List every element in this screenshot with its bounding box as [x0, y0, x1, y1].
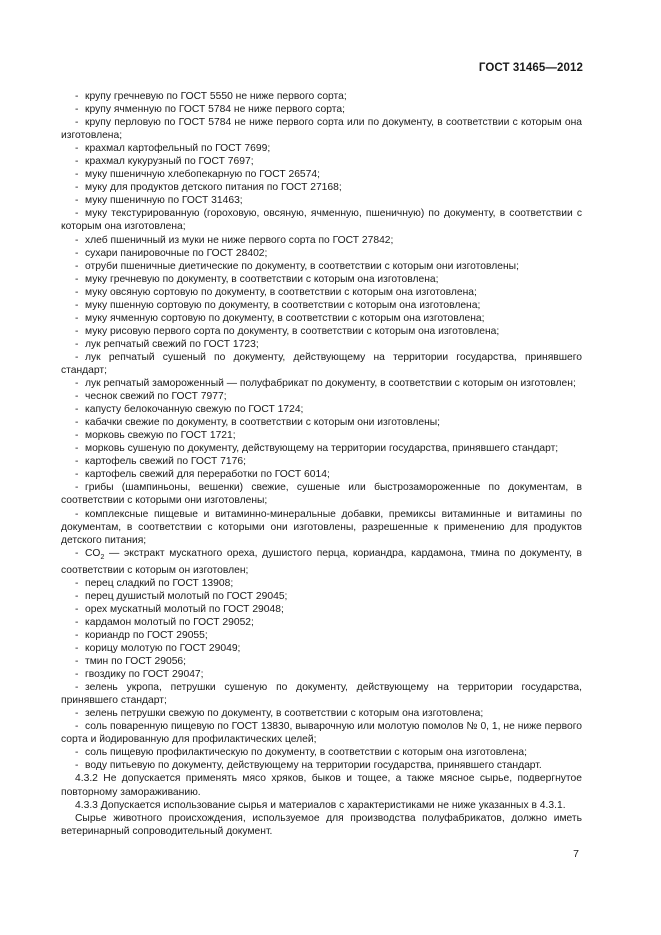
list-item [61, 390, 582, 403]
list-dash: - [75, 208, 79, 220]
list-dash: - [75, 508, 79, 520]
list-dash: - [75, 182, 79, 194]
list-item-text: муку пшеничную по ГОСТ 31463; [85, 195, 243, 207]
list-item [61, 668, 582, 681]
list-item-text: морковь сушеную по документу, действующему на территории государства, принявшего стандарт; [85, 443, 559, 455]
list-dash: - [75, 708, 79, 720]
list-dash: - [75, 195, 79, 207]
list-item [61, 260, 582, 273]
list-dash: - [75, 469, 79, 481]
list-dash: - [75, 117, 79, 129]
list-dash: - [75, 430, 79, 442]
list-item-text: крупу гречневую по ГОСТ 5550 не ниже первого сорта; [85, 91, 347, 102]
list-item [61, 681, 582, 707]
list-item [61, 155, 582, 168]
co2-prefix: CO [85, 547, 101, 559]
list-item [61, 273, 582, 286]
list-item [61, 351, 582, 377]
list-item-text: грибы (шампиньоны, вешенки) свежие, сушеные или быстрозамороженные по документам, в соответствии с которыми они изготовлены; [61, 482, 582, 507]
list-dash: - [75, 234, 79, 246]
list-item [61, 429, 582, 442]
list-item [61, 299, 582, 312]
list-dash: - [75, 656, 79, 668]
list-item [61, 377, 582, 390]
list-dash: - [75, 338, 79, 350]
list-item [61, 247, 582, 260]
list-item [61, 286, 582, 299]
list-item [61, 655, 582, 668]
list-item-text: чеснок свежий по ГОСТ 7977; [85, 391, 227, 403]
list-item-text: комплексные пищевые и витаминно-минеральные добавки, премиксы витаминные и витамины по документам, в соответствии с которыми они изготовлены, разрешенные к применению для продуктов детского питания; [61, 508, 582, 546]
paragraph-veterinary: Сырье животного происхождения, используемое для производства полуфабрикатов, должно иметь ветеринарный сопроводительный документ. [61, 812, 582, 837]
list-item-text: орех мускатный молотый по ГОСТ 29048; [85, 603, 284, 615]
list-item-text: муку ячменную сортовую по документу, в соответствии с которым она изготовлена; [85, 312, 485, 324]
co2-text: — экстракт мускатного ореха, душистого перца, кориандра, кардамона, тмина по документу, в соответствии с которым он изготовлен; [61, 547, 582, 576]
list-item-text: картофель свежий по ГОСТ 7176; [85, 456, 246, 468]
list-item [61, 707, 582, 720]
list-dash: - [75, 260, 79, 272]
list-item-text: крупу перловую по ГОСТ 5784 не ниже первого сорта или по документу, в соответствии с которым она изготовлена; [61, 117, 582, 142]
list-item-text: хлеб пшеничный из муки не ниже первого сорта по ГОСТ 27842; [85, 234, 394, 246]
list-dash: - [75, 156, 79, 168]
list-item [61, 90, 582, 103]
list-item-text: тмин по ГОСТ 29056; [85, 656, 187, 668]
list-item [61, 312, 582, 325]
list-item [61, 181, 582, 194]
list-item-text: лук репчатый свежий по ГОСТ 1723; [85, 338, 259, 350]
list-dash: - [75, 682, 79, 694]
co2-subscript: 2 [100, 553, 105, 561]
list-item-text: муку для продуктов детского питания по ГОСТ 27168; [85, 182, 342, 194]
list-item [61, 194, 582, 207]
list-item [61, 629, 582, 642]
list-item-text: зелень петрушки свежую по документу, в соответствии с которым она изготовлена; [85, 708, 484, 720]
list-dash: - [75, 456, 79, 468]
document-header: ГОСТ 31465—2012 [478, 62, 583, 74]
spices-list [61, 577, 582, 773]
list-item-text: кориандр по ГОСТ 29055; [85, 629, 208, 641]
list-item [61, 468, 582, 481]
list-item-text: лук репчатый сушеный по документу, действующему на территории государства, принявшего стандарт; [61, 351, 582, 376]
list-item-text: морковь свежую по ГОСТ 1721; [85, 430, 236, 442]
list-item-text: отруби пшеничные диетические по документу, в соответствии с которым они изготовлены; [85, 260, 519, 272]
list-item [61, 590, 582, 603]
list-dash: - [75, 760, 79, 772]
co2-extract-item: - $CO_2$ — экстракт мускатного ореха, душистого перца, кориандра, кардамона, тмина по документу, в соответствии с которым он изготовлен; [61, 547, 582, 576]
list-item-text: гвоздику по ГОСТ 29047; [85, 669, 204, 681]
list-item-text: капусту белокочанную свежую по ГОСТ 1724; [85, 404, 304, 416]
paragraph-4-3-2: 4.3.2 Не допускается применять мясо хряков, быков и тощее, а также мясное сырье, подвергнутое повторному замораживанию. [61, 773, 582, 798]
list-item-text: кабачки свежие по документу, в соответствии с которым они изготовлены; [85, 417, 441, 429]
list-item-text: лук репчатый замороженный — полуфабрикат по документу, в соответствии с которым он изготовлен; [85, 378, 576, 390]
list-item-text: соль пищевую профилактическую по документу, в соответствии с которым она изготовлена; [85, 747, 527, 759]
list-item-text: крупу ячменную по ГОСТ 5784 не ниже первого сорта; [85, 104, 345, 116]
list-dash: - [75, 747, 79, 759]
list-item-text: крахмал кукурузный по ГОСТ 7697; [85, 156, 254, 168]
list-dash: - [75, 590, 79, 602]
list-dash: - [75, 443, 79, 455]
list-item-text: соль поваренную пищевую по ГОСТ 13830, выварочную или молотую помолов № 0, 1, не ниже первого сорта и йодированную для профилактических целей; [61, 721, 582, 746]
list-dash: - [75, 577, 79, 589]
list-dash: - [75, 286, 79, 298]
list-item-text: муку текстурированную (гороховую, овсяную, ячменную, пшеничную) по документу, в соответствии с которым она изготовлена; [61, 208, 582, 233]
list-item [61, 481, 582, 507]
list-dash: - [75, 417, 79, 429]
list-dash: - [75, 629, 79, 641]
list-item [61, 746, 582, 759]
list-item [61, 759, 582, 772]
list-item [61, 403, 582, 416]
list-item [61, 720, 582, 746]
list-dash: - [75, 299, 79, 311]
list-item [61, 442, 582, 455]
list-item [61, 168, 582, 181]
list-item [61, 603, 582, 616]
list-item [61, 207, 582, 233]
list-item-text: кардамон молотый по ГОСТ 29052; [85, 616, 254, 628]
list-dash: - [75, 169, 79, 181]
list-item-text: воду питьевую по документу, действующему на территории государства, принявшего стандарт. [85, 760, 542, 772]
list-item [61, 616, 582, 629]
list-item [61, 642, 582, 655]
list-item [61, 338, 582, 351]
list-dash: - [75, 104, 79, 116]
document-body [61, 90, 582, 838]
list-dash: - [75, 616, 79, 628]
list-item-text: муку овсяную сортовую по документу, в соответствии с которым она изготовлена; [85, 286, 477, 298]
list-dash: - [75, 669, 79, 681]
list-dash: - [75, 603, 79, 615]
list-dash: - [75, 391, 79, 403]
page-number: 7 [573, 848, 579, 860]
list-item [61, 455, 582, 468]
list-item [61, 577, 582, 590]
list-dash: - [75, 378, 79, 390]
list-dash: - [75, 247, 79, 259]
list-item-text: муку гречневую по документу, в соответствии с которым она изготовлена; [85, 273, 439, 285]
list-item [61, 142, 582, 155]
list-item-text: картофель свежий для переработки по ГОСТ 6014; [85, 469, 330, 481]
list-dash: - [75, 482, 79, 494]
list-dash: - [75, 143, 79, 155]
list-item-text: крахмал картофельный по ГОСТ 7699; [85, 143, 271, 155]
list-dash: - [75, 91, 79, 102]
list-dash: - [75, 273, 79, 285]
list-dash: - [75, 325, 79, 337]
list-item [61, 508, 582, 547]
list-item [61, 325, 582, 338]
list-item [61, 234, 582, 247]
list-item-text: муку рисовую первого сорта по документу, в соответствии с которым она изготовлена; [85, 325, 500, 337]
list-item-text: сухари панировочные по ГОСТ 28402; [85, 247, 268, 259]
paragraph-4-3-3: 4.3.3 Допускается использование сырья и материалов с характеристиками не ниже указанных в 4.3.1. [75, 799, 566, 811]
list-dash: - [75, 312, 79, 324]
list-item-text: муку пшенную сортовую по документу, в соответствии с которым она изготовлена; [85, 299, 481, 311]
list-dash: - [75, 643, 79, 655]
list-item-text: корицу молотую по ГОСТ 29049; [85, 643, 241, 655]
list-dash: - [75, 351, 79, 363]
list-item [61, 103, 582, 116]
list-item-text: перец душистый молотый по ГОСТ 29045; [85, 590, 288, 602]
raw-materials-list [61, 90, 582, 547]
list-item-text: муку пшеничную хлебопекарную по ГОСТ 26574; [85, 169, 320, 181]
list-item-text: перец сладкий по ГОСТ 13908; [85, 577, 234, 589]
list-dash: - [75, 404, 79, 416]
list-item-text: зелень укропа, петрушки сушеную по документу, действующему на территории государства, принявшего стандарт; [61, 682, 582, 707]
list-item [61, 116, 582, 142]
list-item [61, 416, 582, 429]
list-dash: - [75, 721, 79, 733]
